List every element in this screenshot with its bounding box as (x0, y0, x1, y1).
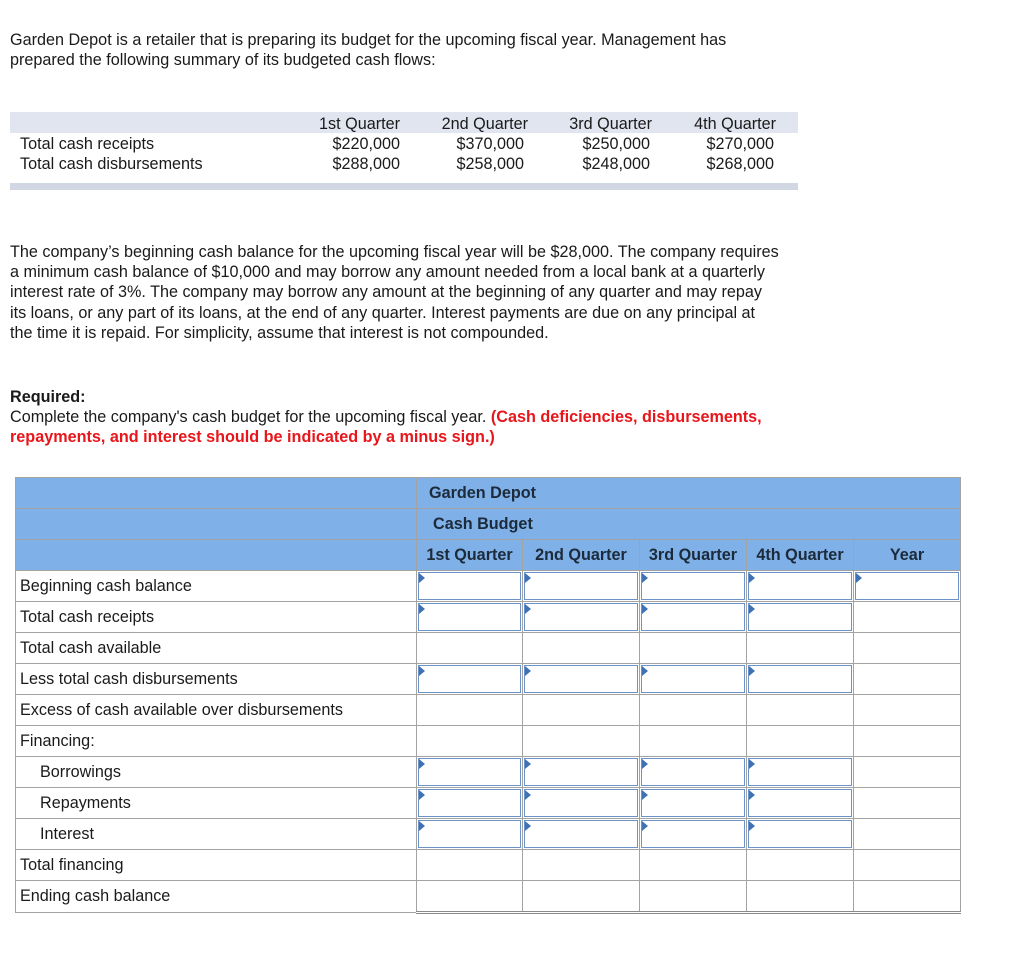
input-cell[interactable] (640, 819, 747, 850)
answer-input[interactable] (748, 572, 852, 600)
input-marker-icon (856, 573, 862, 583)
answer-input[interactable] (641, 758, 745, 786)
intro-line: prepared the following summary of its budgeted cash flows: (10, 51, 436, 70)
input-cell[interactable] (523, 757, 640, 788)
row-label: Beginning cash balance (16, 571, 417, 602)
value-cell (854, 788, 961, 819)
header-blank (16, 478, 417, 509)
answer-input[interactable] (641, 820, 745, 848)
required-note: (Cash deficiencies, disbursements, (490, 408, 762, 427)
row-label: Financing: (16, 726, 417, 757)
input-cell[interactable] (523, 788, 640, 819)
summary-value: $270,000 (706, 135, 774, 153)
required-section (10, 387, 855, 448)
row-label: Total financing (16, 850, 417, 881)
input-marker-icon (419, 604, 425, 614)
input-cell[interactable] (747, 571, 854, 602)
column-header-q3: 3rd Quarter (640, 540, 747, 571)
summary-value: $248,000 (582, 155, 650, 173)
input-marker-icon (419, 666, 425, 676)
table-row (16, 664, 961, 695)
assumptions-paragraph (10, 242, 855, 343)
required-line (10, 407, 855, 427)
value-cell (854, 881, 961, 913)
summary-row-label: Total cash receipts (20, 135, 155, 153)
answer-input[interactable] (418, 820, 521, 848)
table-row (16, 881, 961, 913)
input-cell[interactable] (640, 664, 747, 695)
cash-budget-table (15, 477, 961, 914)
answer-input[interactable] (641, 789, 745, 817)
answer-input[interactable] (748, 789, 852, 817)
assumption-line: its loans, or any part of its loans, at the end of any quarter. Interest payments are due on any principal at (10, 303, 756, 322)
table-row (16, 633, 961, 664)
input-cell[interactable] (417, 602, 523, 633)
value-cell (523, 881, 640, 913)
answer-input[interactable] (524, 665, 638, 693)
row-label: Less total cash disbursements (16, 664, 417, 695)
column-header-q2: 2nd Quarter (523, 540, 640, 571)
table-row (16, 571, 961, 602)
input-marker-icon (525, 573, 531, 583)
summary-value: $220,000 (332, 135, 400, 153)
input-cell[interactable] (640, 788, 747, 819)
input-cell[interactable] (523, 602, 640, 633)
assumption-line: a minimum cash balance of $10,000 and may borrow any amount needed from a local bank at a quarterly (10, 263, 765, 282)
answer-input[interactable] (524, 820, 638, 848)
value-cell (854, 819, 961, 850)
summary-row-label: Total cash disbursements (20, 155, 203, 173)
input-marker-icon (419, 821, 425, 831)
value-cell (854, 726, 961, 757)
value-cell (523, 633, 640, 664)
table-row (16, 602, 961, 633)
assumption-line: the time it is repaid. For simplicity, assume that interest is not compounded. (10, 323, 549, 342)
value-cell (640, 881, 747, 913)
input-marker-icon (642, 604, 648, 614)
answer-input[interactable] (748, 603, 852, 631)
value-cell (417, 881, 523, 913)
required-note: repayments, and interest should be indicated by a minus sign.) (10, 428, 495, 447)
input-marker-icon (749, 604, 755, 614)
column-header-year: Year (854, 540, 961, 571)
value-cell (747, 850, 854, 881)
table-row (16, 850, 961, 881)
summary-header: 4th Quarter (694, 115, 776, 133)
table-row (16, 695, 961, 726)
input-cell[interactable] (523, 571, 640, 602)
table-row (16, 788, 961, 819)
input-marker-icon (419, 790, 425, 800)
answer-input[interactable] (641, 572, 745, 600)
summary-value: $370,000 (456, 135, 524, 153)
input-marker-icon (749, 666, 755, 676)
input-cell[interactable] (747, 819, 854, 850)
header-blank (16, 540, 417, 571)
table-row (16, 757, 961, 788)
input-marker-icon (419, 573, 425, 583)
value-cell (417, 726, 523, 757)
input-marker-icon (525, 666, 531, 676)
summary-value: $268,000 (706, 155, 774, 173)
header-blank (16, 509, 417, 540)
row-label: Repayments (16, 788, 417, 819)
input-cell[interactable] (417, 788, 523, 819)
input-cell[interactable] (417, 819, 523, 850)
intro-line: Garden Depot is a retailer that is preparing its budget for the upcoming fiscal year. Management has (10, 31, 727, 49)
row-label: Ending cash balance (16, 881, 417, 913)
value-cell (417, 695, 523, 726)
summary-header: 1st Quarter (319, 115, 400, 133)
input-marker-icon (525, 759, 531, 769)
row-label: Total cash receipts (16, 602, 417, 633)
summary-value: $250,000 (582, 135, 650, 153)
answer-input[interactable] (524, 758, 638, 786)
summary-footer-bar (10, 183, 798, 190)
budget-title: Cash Budget (417, 509, 961, 540)
value-cell (854, 695, 961, 726)
value-cell (747, 881, 854, 913)
intro-paragraph (10, 30, 855, 70)
assumption-line: The company’s beginning cash balance for the upcoming fiscal year will be $28,000. The company requires (10, 243, 779, 261)
row-label: Interest (16, 819, 417, 850)
value-cell (640, 726, 747, 757)
table-row (16, 819, 961, 850)
answer-input[interactable] (418, 789, 521, 817)
company-name: Garden Depot (417, 478, 961, 509)
value-cell (854, 850, 961, 881)
summary-value: $288,000 (332, 155, 400, 173)
input-cell[interactable] (417, 664, 523, 695)
answer-input[interactable] (524, 789, 638, 817)
answer-input[interactable] (641, 603, 745, 631)
input-cell[interactable] (523, 664, 640, 695)
answer-input[interactable] (418, 665, 521, 693)
input-marker-icon (642, 790, 648, 800)
input-cell[interactable] (417, 757, 523, 788)
answer-input[interactable] (748, 665, 852, 693)
value-cell (640, 850, 747, 881)
value-cell (747, 695, 854, 726)
row-label: Excess of cash available over disbursements (16, 695, 417, 726)
input-cell[interactable] (523, 819, 640, 850)
input-marker-icon (642, 573, 648, 583)
input-marker-icon (749, 821, 755, 831)
input-cell[interactable] (747, 602, 854, 633)
answer-input[interactable] (418, 758, 521, 786)
value-cell (747, 726, 854, 757)
answer-input[interactable] (418, 572, 521, 600)
input-marker-icon (749, 759, 755, 769)
summary-header: 2nd Quarter (441, 115, 528, 133)
input-marker-icon (749, 790, 755, 800)
table-row (16, 726, 961, 757)
input-marker-icon (642, 759, 648, 769)
value-cell (854, 757, 961, 788)
input-cell[interactable] (747, 788, 854, 819)
row-label: Total cash available (16, 633, 417, 664)
value-cell (417, 850, 523, 881)
answer-input[interactable] (855, 572, 959, 600)
input-cell[interactable] (417, 571, 523, 602)
column-header-q1: 1st Quarter (417, 540, 523, 571)
input-cell[interactable] (854, 571, 961, 602)
value-cell (523, 850, 640, 881)
value-cell (854, 664, 961, 695)
required-text: Complete the company's cash budget for the upcoming fiscal year. (10, 408, 487, 427)
cash-flow-summary (10, 112, 798, 190)
value-cell (640, 633, 747, 664)
input-cell[interactable] (747, 664, 854, 695)
value-cell (523, 695, 640, 726)
summary-value: $258,000 (456, 155, 524, 173)
input-marker-icon (749, 573, 755, 583)
answer-input[interactable] (748, 758, 852, 786)
answer-input[interactable] (418, 603, 521, 631)
required-heading: Required: (10, 388, 86, 406)
input-marker-icon (525, 790, 531, 800)
answer-input[interactable] (524, 603, 638, 631)
row-label: Borrowings (16, 757, 417, 788)
input-cell[interactable] (640, 571, 747, 602)
input-cell[interactable] (640, 757, 747, 788)
value-cell (747, 633, 854, 664)
answer-input[interactable] (641, 665, 745, 693)
value-cell (640, 695, 747, 726)
input-cell[interactable] (640, 602, 747, 633)
input-cell[interactable] (747, 757, 854, 788)
input-marker-icon (525, 821, 531, 831)
value-cell (417, 633, 523, 664)
input-marker-icon (642, 666, 648, 676)
value-cell (854, 602, 961, 633)
value-cell (523, 726, 640, 757)
input-marker-icon (525, 604, 531, 614)
input-marker-icon (419, 759, 425, 769)
column-header-q4: 4th Quarter (747, 540, 854, 571)
answer-input[interactable] (524, 572, 638, 600)
answer-input[interactable] (748, 820, 852, 848)
value-cell (854, 633, 961, 664)
input-marker-icon (642, 821, 648, 831)
assumption-line: interest rate of 3%. The company may borrow any amount at the beginning of any quarter and may repay (10, 283, 762, 302)
summary-header: 3rd Quarter (569, 115, 652, 133)
